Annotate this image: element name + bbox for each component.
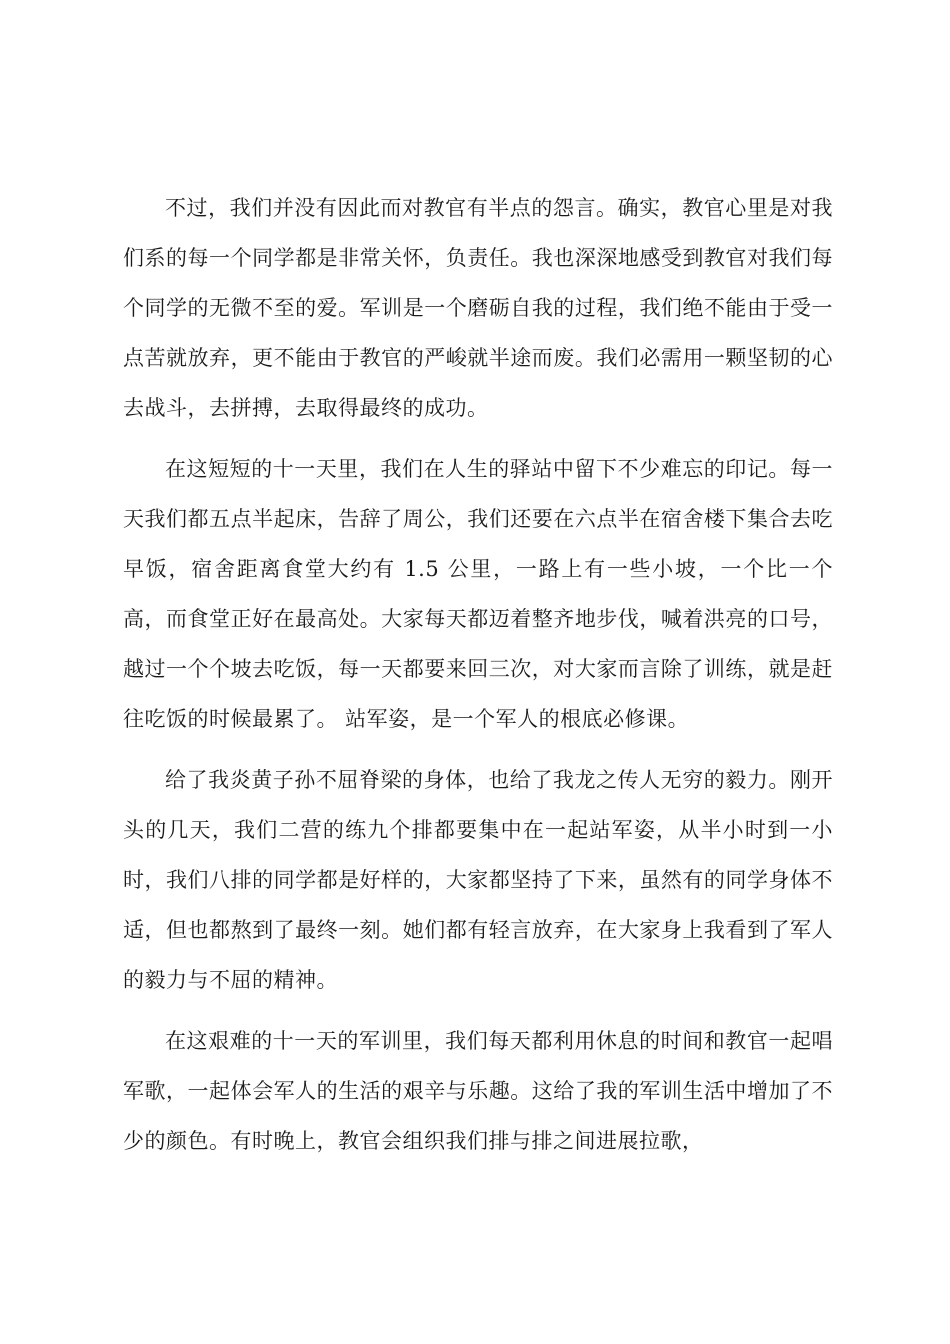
paragraph-2: 在这短短的十一天里，我们在人生的驿站中留下不少难忘的印记。每一天我们都五点半起床，告辞了周公，我们还要在六点半在宿舍楼下集合去吃早饭，宿舍距离食堂大约有 1.5 公里，一路上有一些小坡，一个比一个高，而食堂正好在最高处。大家每天都迈着整齐地步伐，喊着洪亮的口号，越过一个个坡去吃饭，每一天都要来回三次，对大家而言除了训练，就是赶往吃饭的时候最累了。 站军姿，是一个军人的根底必修课。 bbox=[123, 457, 833, 731]
document-body bbox=[123, 183, 833, 1177]
paragraph-3: 给了我炎黄子孙不屈脊梁的身体，也给了我龙之传人无穷的毅力。刚开头的几天，我们二营的练九个排都要集中在一起站军姿，从半小时到一小时，我们八排的同学都是好样的，大家都坚持了下来，虽然有的同学身体不适，但也都熬到了最终一刻。她们都有轻言放弃，在大家身上我看到了军人的毅力与不屈的精神。 bbox=[123, 768, 833, 992]
paragraph-1: 不过，我们并没有因此而对教官有半点的怨言。确实，教官心里是对我们系的每一个同学都是非常关怀，负责任。我也深深地感受到教官对我们每个同学的无微不至的爱。军训是一个磨砺自我的过程，我们绝不能由于受一点苦就放弃，更不能由于教官的严峻就半途而废。我们必需用一颗坚韧的心去战斗，去拼搏，去取得最终的成功。 bbox=[123, 196, 833, 420]
paragraph-4: 在这艰难的十一天的军训里，我们每天都利用休息的时间和教官一起唱军歌，一起体会军人的生活的艰辛与乐趣。这给了我的军训生活中增加了不少的颜色。有时晚上，教官会组织我们排与排之间进展拉歌， bbox=[123, 1029, 833, 1153]
